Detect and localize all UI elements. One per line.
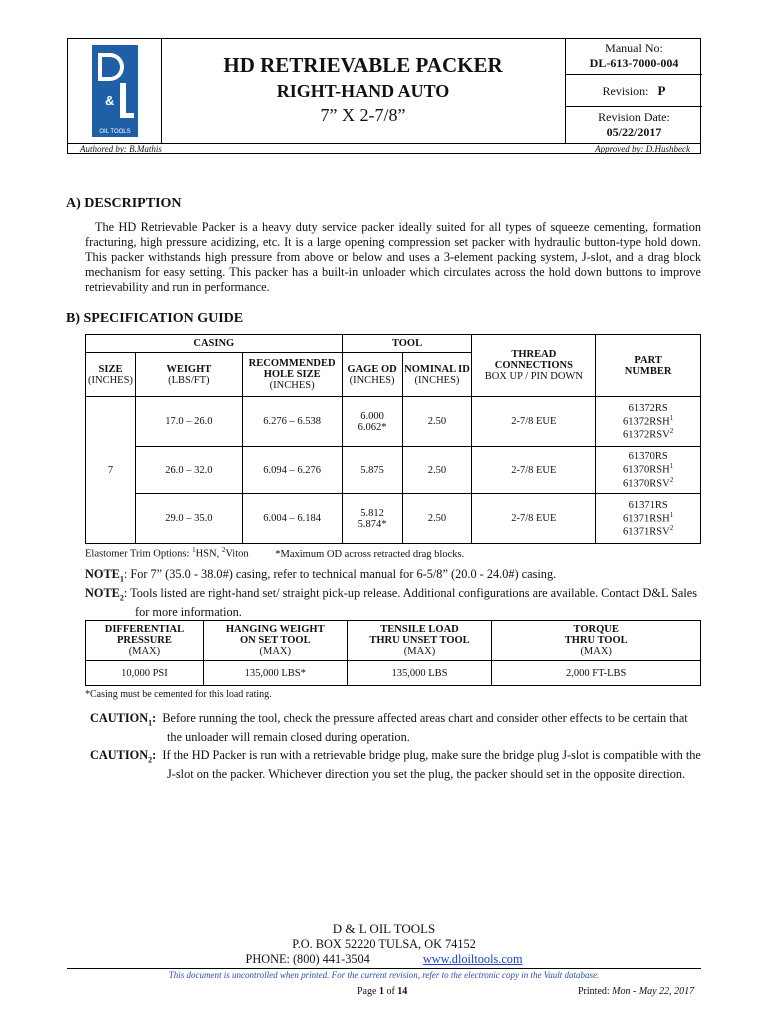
differential-pressure-header: DIFFERENTIAL PRESSURE (MAX) [86,621,204,661]
footer-contact [0,952,768,967]
weight-cell: 26.0 – 32.0 [135,447,242,494]
hanging-weight-value: 135,000 LBS* [203,661,347,686]
revision-date-cell [566,107,702,143]
thread-cell: 2-7/8 EUE [472,397,596,447]
revision-date-value: 05/22/2017 [606,125,662,139]
size-cell: 7 [86,397,136,544]
caution-2: $CAUTION_2$: If the HD Packer is run with a retrievable bridge plug, make sure the bridge plug J-slot is compatible with the J-slot on the packer. Whichever direction you set the plug, the packer should set in the opposite direction. [90,748,701,782]
hole-size-header: RECOMMENDED HOLE SIZE (INCHES) [242,353,342,397]
max-od-note: *Maximum OD across retracted drag blocks. [275,548,465,560]
manual-info-column [565,39,702,143]
printed-date: Printed: Mon - May 22, 2017 [578,986,695,997]
manual-no-label: Manual No: [605,41,663,55]
logo-subtext: OIL TOOLS [99,129,131,135]
revision-cell [566,75,702,107]
part-cell: 61370RS 61370RSH$^1$ 61370RSV$^2$ [596,447,701,494]
tensile-load-value: 135,000 LBS [347,661,492,686]
table-row [86,494,701,544]
pressure-value: 10,000 PSI [86,661,204,686]
nominal-cell: 2.50 [402,447,472,494]
manual-no-value: DL-613-7000-004 [589,56,679,70]
hole-cell: 6.004 – 6.184 [242,494,342,544]
footer-divider [67,968,701,969]
gage-cell: 6.000 6.062* [342,397,402,447]
thread-cell: 2-7/8 EUE [472,447,596,494]
revision-value: P [657,83,666,98]
thread-header: THREAD CONNECTIONS BOX UP / PIN DOWN [472,335,596,397]
table-row [86,661,701,686]
nominal-cell: 2.50 [402,494,472,544]
revision-date-label: Revision Date: [598,110,670,124]
gage-cell: 5.812 5.874* [342,494,402,544]
spec-guide-heading: B) SPECIFICATION GUIDE [66,311,244,326]
footer-disclaimer: This document is uncontrolled when printed. For the current revision, refer to the electronic copy in the Vault database. [168,970,600,980]
hanging-weight-header: HANGING WEIGHT ON SET TOOL (MAX) [203,621,347,661]
doc-title: HD RETRIEVABLE PACKER [223,53,503,77]
description-body: The HD Retrievable Packer is a heavy duty service packer ideally suited for all types of squeeze cementing, formation fracturing, high pressure acidizing, etc. It is a large opening compression set packer with hydraulic button-type hold down. This packer withstands high pressure from above or below and uses a 3-element packing system, J-slot, and a drag block mechanism for easy setting. This packer has a built-in unloader which circulates across the hold down buttons to improve retrievability and run in performance. [85,220,701,294]
tool-header: TOOL [342,335,472,353]
part-cell: 61372RS 61372RSH$^1$ 61372RSV$^2$ [596,397,701,447]
caution-1: $CAUTION_1$: Before running the tool, check the pressure affected areas chart and consider other effects to be certain that the unloader will remain closed during operation. [90,711,688,745]
authored-by: Authored by: B.Mathis [80,144,162,154]
table-row [86,447,701,494]
footer-company: D & L OIL TOOLS [332,921,436,936]
load-rating-table [85,620,701,686]
authorship-row [68,143,700,155]
revision-label: Revision: [602,84,649,98]
document-header [67,38,701,154]
note-1: $NOTE_1$: For 7” (35.0 - 38.0#) casing, refer to technical manual for 6-5/8” (20.0 - 24.0#) casing. [85,567,557,584]
size-header: SIZE (INCHES) [86,353,136,397]
weight-header: WEIGHT (LBS/FT) [135,353,242,397]
part-header: PART NUMBER [596,335,701,397]
gage-od-header: GAGE OD (INCHES) [342,353,402,397]
manual-no-cell [566,39,702,75]
tensile-load-header: TENSILE LOAD THRU UNSET TOOL (MAX) [347,621,492,661]
svg-text:&: & [105,93,115,108]
part-cell: 61371RS 61371RSH$^1$ 61371RSV$^2$ [596,494,701,544]
footer-phone: PHONE: (800) 441-3504 [245,952,370,966]
elastomer-options: Elastomer Trim Options: $^1$HSN, $^2$Viton *Maximum OD across retracted drag blocks. [85,546,465,560]
doc-subtitle: RIGHT-HAND AUTO [276,81,450,101]
table-row [86,397,701,447]
weight-cell: 29.0 – 35.0 [135,494,242,544]
torque-value: 2,000 FT-LBS [492,661,701,686]
footer-address: P.O. BOX 52220 TULSA, OK 74152 [292,937,476,951]
gage-cell: 5.875 [342,447,402,494]
nominal-id-header: NOMINAL ID (INCHES) [402,353,472,397]
page-number: Page 1 of 14 [357,986,408,997]
note-2: $NOTE_2$: Tools listed are right-hand set/ straight pick-up release. Additional configurations are available. Contact D&L Sales for more information. [85,586,698,620]
casing-cement-note: *Casing must be cemented for this load rating. [85,689,272,700]
hole-cell: 6.094 – 6.276 [242,447,342,494]
description-heading: A) DESCRIPTION [66,196,182,211]
spec-table [85,334,701,544]
dl-oil-tools-logo [68,39,161,143]
logo-cell [68,39,162,143]
torque-header: TORQUE THRU TOOL (MAX) [492,621,701,661]
website-link[interactable]: www.dloiltools.com [422,952,523,966]
approved-by: Approved by: D.Hushbeck [595,144,690,154]
casing-header: CASING [86,335,343,353]
hole-cell: 6.276 – 6.538 [242,397,342,447]
nominal-cell: 2.50 [402,397,472,447]
weight-cell: 17.0 – 26.0 [135,397,242,447]
doc-size: 7” X 2-7/8” [320,105,406,125]
thread-cell: 2-7/8 EUE [472,494,596,544]
